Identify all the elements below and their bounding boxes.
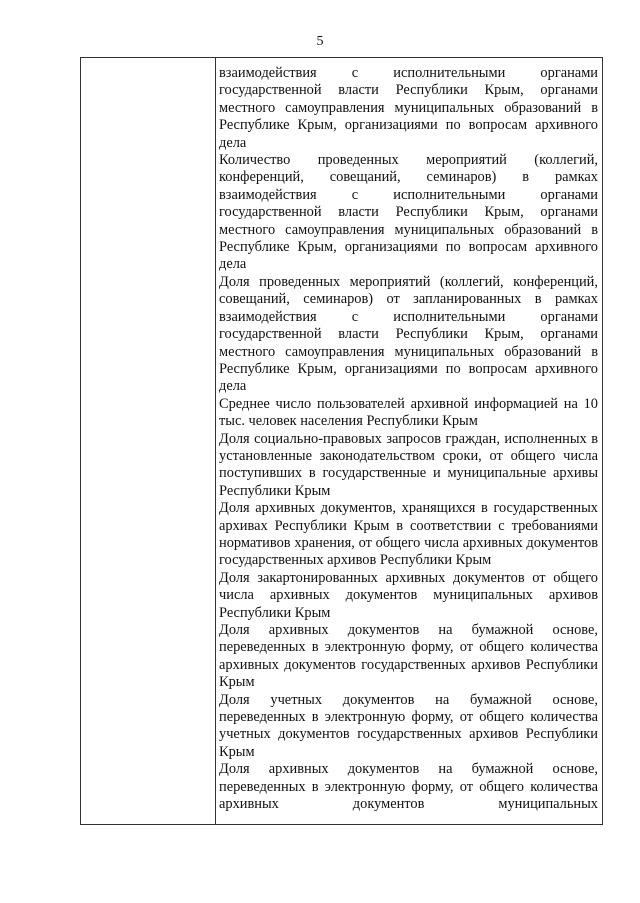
- indicator-item: Доля социально-правовых запросов граждан, исполненных в установленные законодательством сроки, от общего числа поступивших в государственные и муниципальные архивы Республики Крым: [219, 430, 598, 499]
- indicator-item: Доля архивных документов, хранящихся в государственных архивах Республики Крым в соответствии с требованиями нормативов хранения, от общего числа архивных документов государственных архивов Республики Крым: [219, 500, 598, 569]
- indicator-item: Количество проведенных мероприятий (коллегий, конференций, совещаний, семинаров) в рамках взаимодействия с исполнительными органами государственной власти Республики Крым, органами местного самоуправления муниципальных образований в Республике Крым, организациями по вопросам архивного дела: [219, 152, 598, 273]
- indicator-item: Доля архивных документов на бумажной основе, переведенных в электронную форму, от общего количества архивных документов муниципальных: [219, 761, 598, 813]
- indicator-item: Доля закартонированных архивных документов от общего числа архивных документов муниципальных архивов Республики Крым: [219, 569, 598, 621]
- indicators-table: [80, 57, 603, 825]
- table-left-column: [81, 58, 216, 824]
- indicator-item: взаимодействия с исполнительными органами государственной власти Республики Крым, органами местного самоуправления муниципальных образований в Республике Крым, организациями по вопросам архивного дела: [219, 65, 598, 151]
- page-number: 5: [316, 34, 324, 49]
- indicator-item: Доля учетных документов на бумажной основе, переведенных в электронную форму, от общего количества учетных документов государственных архивов Республики Крым: [219, 691, 598, 760]
- indicator-item: Доля проведенных мероприятий (коллегий, конференций, совещаний, семинаров) от запланированных в рамках взаимодействия с исполнительными органами государственной власти Республики Крым, органами местного самоуправления муниципальных образований в Республике Крым, организациями по вопросам архивного дела: [219, 273, 598, 395]
- indicator-item: Доля архивных документов на бумажной основе, переведенных в электронную форму, от общего количества архивных документов государственных архивов Республики Крым: [219, 622, 598, 691]
- table-right-column: [216, 58, 602, 824]
- indicator-item: Среднее число пользователей архивной информацией на 10 тыс. человек населения Республики Крым: [219, 395, 598, 430]
